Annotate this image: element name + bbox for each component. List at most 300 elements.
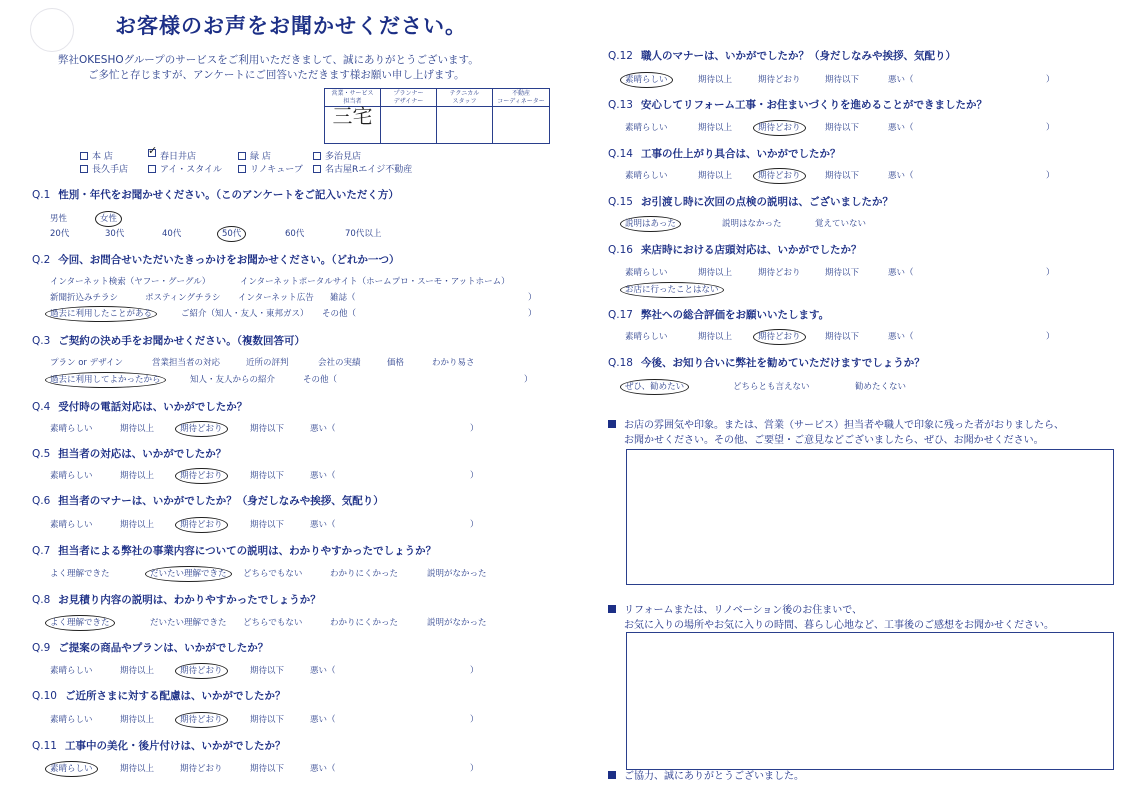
question-6-option[interactable] xyxy=(470,518,479,530)
question-4-option[interactable] xyxy=(120,422,154,434)
question-10-option[interactable] xyxy=(470,713,479,725)
question-1-option[interactable] xyxy=(285,227,304,239)
option-label: 説明がなかった xyxy=(427,618,487,628)
question-number: Q.9 xyxy=(32,642,51,654)
question-number: Q.15 xyxy=(608,196,633,208)
comment-1-box[interactable] xyxy=(626,449,1114,585)
corner-stamp xyxy=(30,8,74,52)
question-2-option[interactable] xyxy=(181,307,309,319)
question-number: Q.4 xyxy=(32,401,51,413)
shop-checkbox-row1-1[interactable] xyxy=(148,149,196,162)
question-12-option[interactable] xyxy=(625,73,668,85)
intro-line-1: 弊社OKESHOグループのサービスをご利用いただきまして、誠にありがとうございます。 xyxy=(58,54,479,66)
question-14-title xyxy=(608,146,840,161)
checkbox-icon[interactable] xyxy=(238,165,246,173)
question-11-option[interactable] xyxy=(310,762,336,774)
question-text: 担当者による弊社の事業内容についての説明は、わかりやすかったでしょうか？ xyxy=(58,545,437,557)
question-12-option[interactable] xyxy=(758,73,801,85)
question-10-option[interactable] xyxy=(120,713,154,725)
option-label: 期待どおり xyxy=(758,268,801,278)
shop-label: 春日井店 xyxy=(160,152,197,162)
staff-value-planner[interactable] xyxy=(381,107,437,143)
question-5-option[interactable] xyxy=(470,469,479,481)
selected-option-circle: 説明はあった xyxy=(620,216,681,232)
question-4-title xyxy=(32,399,247,414)
question-14-option[interactable] xyxy=(1046,169,1055,181)
option-label: 期待以下 xyxy=(825,75,860,85)
question-7-option[interactable] xyxy=(243,567,302,579)
selected-option-circle: 素晴らしい xyxy=(45,761,98,777)
question-4-option[interactable] xyxy=(470,422,479,434)
question-text: ご契約の決め手をお聞かせください。（複数回答可） xyxy=(58,335,306,347)
option-label: 素晴らしい xyxy=(50,471,93,481)
question-6-title xyxy=(32,493,384,508)
option-label: インターネット広告 xyxy=(238,293,314,303)
question-17-option[interactable] xyxy=(888,330,914,342)
selected-option-circle: 期待どおり xyxy=(753,120,806,136)
option-label: 期待以下 xyxy=(250,520,285,530)
question-6-option[interactable] xyxy=(180,518,223,530)
option-label: 悪い（ xyxy=(888,268,914,278)
question-text: ご提案の商品やプランは、いかがでしたか？ xyxy=(58,642,269,654)
staff-header-technical: テクニカル スタッフ xyxy=(437,89,493,107)
staff-table xyxy=(324,88,550,144)
question-5-option[interactable] xyxy=(250,469,284,481)
checkbox-icon[interactable] xyxy=(80,165,88,173)
option-label: 期待以上 xyxy=(698,268,733,278)
selected-option-circle: 期待どおり xyxy=(175,468,228,484)
option-label: 期待以上 xyxy=(120,471,155,481)
selected-option-circle: お店に行ったことはない xyxy=(620,282,724,298)
closing-message: ご協力、誠にありがとうございました。 xyxy=(608,769,804,784)
question-12-option[interactable] xyxy=(825,73,859,85)
selected-option-circle: よく理解できた xyxy=(45,615,115,631)
question-17-title xyxy=(608,307,829,322)
question-4-option[interactable] xyxy=(50,422,93,434)
option-label: 新聞折込みチラシ xyxy=(50,293,119,303)
selected-option-circle: 期待どおり xyxy=(175,517,228,533)
selected-option-circle: 期待どおり xyxy=(175,712,228,728)
option-label: 悪い（ xyxy=(310,424,336,434)
option-label: 覚えていない xyxy=(815,219,867,229)
option-label: プラン or デザイン xyxy=(50,358,124,368)
selected-option-circle: 素晴らしい xyxy=(620,72,673,88)
question-text: 今回、お問合せいただいたきっかけをお聞かせください。（どれか一つ） xyxy=(58,254,400,266)
option-label: 60代 xyxy=(285,229,305,239)
question-11-option[interactable] xyxy=(50,762,93,774)
option-label: 説明がなかった xyxy=(427,569,487,579)
question-6-option[interactable] xyxy=(50,518,93,530)
question-text: 担当者のマナーは、いかがでしたか？（身だしなみや挨拶、気配り） xyxy=(58,495,384,507)
comment-2-label: リフォームまたは、リノベーション後のお住まいで、 お気に入りの場所やお気に入りの時間、暮らし心地など、工事後のご感想をお聞かせください。 xyxy=(608,603,1054,633)
question-8-option[interactable] xyxy=(50,616,110,628)
question-number: Q.11 xyxy=(32,740,57,752)
question-13-option[interactable] xyxy=(825,121,859,133)
question-5-option[interactable] xyxy=(310,469,336,481)
question-11-option[interactable] xyxy=(120,762,154,774)
option-label: わかり易さ xyxy=(432,358,475,368)
option-label: 悪い（ xyxy=(310,471,336,481)
option-label: 悪い（ xyxy=(888,171,914,181)
selected-option-circle: 期待どおり xyxy=(753,168,806,184)
question-10-option[interactable] xyxy=(50,713,93,725)
option-label: 期待以上 xyxy=(120,424,155,434)
question-7-option[interactable] xyxy=(427,567,487,579)
question-1-option[interactable] xyxy=(50,212,67,224)
option-label: 期待以下 xyxy=(825,332,860,342)
staff-value-realestate[interactable] xyxy=(493,107,549,143)
question-3-option[interactable] xyxy=(190,373,275,385)
question-9-option[interactable] xyxy=(470,664,479,676)
option-label: 素晴らしい xyxy=(50,666,93,676)
question-4-option[interactable] xyxy=(310,422,336,434)
selected-option-circle: ぜひ、勧めたい xyxy=(620,379,689,395)
question-text: 担当者の対応は、いかがでしたか？ xyxy=(58,448,227,460)
question-text: 工事の仕上がり具合は、いかがでしたか？ xyxy=(640,148,841,160)
question-number: Q.17 xyxy=(608,309,633,321)
question-8-option[interactable] xyxy=(330,616,398,628)
shop-label: リノキューブ xyxy=(250,165,303,175)
option-label: ） xyxy=(528,293,537,303)
option-label: 70代以上 xyxy=(345,229,382,239)
question-14-option[interactable] xyxy=(825,169,859,181)
question-number: Q.13 xyxy=(608,99,633,111)
question-text: 職人のマナーは、いかがでしたか？（身だしなみや挨拶、気配り） xyxy=(640,50,956,62)
shop-checkbox-row1-3[interactable] xyxy=(313,149,361,162)
question-16-option[interactable] xyxy=(625,266,668,278)
question-2-option[interactable] xyxy=(330,291,356,303)
question-3-option[interactable] xyxy=(50,356,123,368)
option-label: ） xyxy=(470,424,479,434)
option-label: インターネットポータルサイト（ホームプロ・スーモ・アットホーム） xyxy=(240,277,510,287)
option-label: 男性 xyxy=(50,214,68,224)
question-number: Q.8 xyxy=(32,594,51,606)
question-16-option[interactable] xyxy=(625,283,719,295)
shop-checkbox-row2-2[interactable] xyxy=(238,162,303,175)
option-label: わかりにくかった xyxy=(330,569,399,579)
checkbox-icon[interactable] xyxy=(148,149,156,157)
shop-label: 多治見店 xyxy=(325,152,362,162)
option-label: ） xyxy=(470,764,479,774)
question-1-option[interactable] xyxy=(162,227,181,239)
question-14-option[interactable] xyxy=(625,169,668,181)
shop-checkbox-row2-3[interactable] xyxy=(313,162,412,175)
question-5-title xyxy=(32,446,226,461)
option-label: 期待以上 xyxy=(698,332,733,342)
question-3-option[interactable] xyxy=(432,356,475,368)
question-5-option[interactable] xyxy=(120,469,154,481)
shop-checkbox-row2-1[interactable] xyxy=(148,162,222,175)
option-label: ） xyxy=(470,520,479,530)
question-14-option[interactable] xyxy=(758,169,801,181)
question-number: Q.18 xyxy=(608,357,633,369)
option-label: 30代 xyxy=(105,229,125,239)
question-10-title xyxy=(32,688,285,703)
option-label: 40代 xyxy=(162,229,182,239)
selected-option-circle: 期待どおり xyxy=(753,329,806,345)
question-15-option[interactable] xyxy=(815,217,866,229)
question-3-option[interactable] xyxy=(524,373,533,385)
question-2-option[interactable] xyxy=(240,275,510,287)
question-text: 性別・年代をお聞かせください。（このアンケートをご記入いただく方） xyxy=(58,189,399,201)
question-11-option[interactable] xyxy=(250,762,284,774)
question-11-option[interactable] xyxy=(470,762,479,774)
option-label: どちらでもない xyxy=(243,569,303,579)
question-10-option[interactable] xyxy=(310,713,336,725)
question-7-option[interactable] xyxy=(330,567,398,579)
question-16-title xyxy=(608,242,861,257)
selected-option-circle: だいたい理解できた xyxy=(145,566,232,582)
option-label: 期待以上 xyxy=(120,715,155,725)
option-label: 素晴らしい xyxy=(50,424,93,434)
shop-checkbox-row1-0[interactable] xyxy=(80,149,113,162)
checkbox-icon[interactable] xyxy=(238,152,246,160)
question-3-option[interactable] xyxy=(387,356,404,368)
option-label: ） xyxy=(528,309,537,319)
question-4-option[interactable] xyxy=(250,422,284,434)
question-18-option[interactable] xyxy=(625,380,684,392)
question-7-option[interactable] xyxy=(50,567,110,579)
option-label: 悪い（ xyxy=(888,75,914,85)
question-13-option[interactable] xyxy=(888,121,914,133)
question-6-option[interactable] xyxy=(310,518,336,530)
question-9-title xyxy=(32,640,268,655)
option-label: 期待以下 xyxy=(250,666,285,676)
option-label: 期待どおり xyxy=(758,75,801,85)
option-label: 素晴らしい xyxy=(50,715,93,725)
question-5-option[interactable] xyxy=(50,469,93,481)
option-label: 悪い（ xyxy=(888,123,914,133)
shop-checkbox-row1-2[interactable] xyxy=(238,149,271,162)
option-label: どちらでもない xyxy=(243,618,303,628)
question-12-option[interactable] xyxy=(698,73,732,85)
option-label: ） xyxy=(470,666,479,676)
question-2-option[interactable] xyxy=(145,291,220,303)
option-label: 期待以上 xyxy=(120,666,155,676)
question-2-option[interactable] xyxy=(50,275,210,287)
question-text: 弊社への総合評価をお願いいたします。 xyxy=(640,309,830,321)
question-8-option[interactable] xyxy=(243,616,302,628)
question-16-option[interactable] xyxy=(698,266,732,278)
question-13-option[interactable] xyxy=(625,121,668,133)
staff-value-sales[interactable]: 三宅 xyxy=(325,107,381,143)
question-text: 今後、お知り合いに弊社を勧めていただけますでしょうか？ xyxy=(640,357,925,369)
question-14-option[interactable] xyxy=(698,169,732,181)
option-label: 会社の実績 xyxy=(318,358,361,368)
question-18-option[interactable] xyxy=(855,380,906,392)
option-label: 期待以上 xyxy=(698,171,733,181)
question-9-option[interactable] xyxy=(310,664,336,676)
question-16-option[interactable] xyxy=(1046,266,1055,278)
option-label: 期待以上 xyxy=(120,520,155,530)
question-number: Q.1 xyxy=(32,189,51,201)
question-3-option[interactable] xyxy=(152,356,220,368)
question-1-option[interactable] xyxy=(222,227,241,239)
selected-option-circle: 50代 xyxy=(217,226,246,242)
question-text: 受付時の電話対応は、いかがでしたか？ xyxy=(58,401,248,413)
option-label: ポスティングチラシ xyxy=(145,293,221,303)
question-7-option[interactable] xyxy=(150,567,227,579)
question-11-option[interactable] xyxy=(180,762,223,774)
question-13-option[interactable] xyxy=(698,121,732,133)
page-title: お客様のお声をお聞かせください。 xyxy=(115,14,467,38)
question-15-option[interactable] xyxy=(625,217,676,229)
square-bullet-icon xyxy=(608,420,616,428)
question-1-option[interactable] xyxy=(345,227,381,239)
selected-option-circle: 過去に利用したことがある xyxy=(45,306,157,322)
question-13-title xyxy=(608,97,987,112)
question-8-title xyxy=(32,592,321,607)
question-1-option[interactable] xyxy=(105,227,124,239)
question-text: 工事中の美化・後片付けは、いかがでしたか？ xyxy=(64,740,286,752)
option-label: 期待以下 xyxy=(250,764,285,774)
shop-label: 長久手店 xyxy=(92,165,129,175)
option-label: ） xyxy=(1046,268,1055,278)
question-number: Q.6 xyxy=(32,495,51,507)
checkbox-icon[interactable] xyxy=(148,165,156,173)
question-number: Q.5 xyxy=(32,448,51,460)
question-10-option[interactable] xyxy=(180,713,223,725)
question-number: Q.16 xyxy=(608,244,633,256)
option-label: 期待以下 xyxy=(825,171,860,181)
option-label: 悪い（ xyxy=(888,332,914,342)
intro-line-2: ご多忙と存じますが、アンケートにご回答いただきます様お願い申し上げます。 xyxy=(88,69,465,81)
question-number: Q.14 xyxy=(608,148,633,160)
option-label: ） xyxy=(470,715,479,725)
option-label: 期待以上 xyxy=(698,123,733,133)
question-3-option[interactable] xyxy=(50,373,161,385)
question-text: お引渡し時に次回の点検の説明は、ございましたか？ xyxy=(640,196,893,208)
checkbox-icon[interactable] xyxy=(313,152,321,160)
question-16-option[interactable] xyxy=(825,266,859,278)
square-bullet-icon xyxy=(608,605,616,613)
option-label: 説明はなかった xyxy=(722,219,782,229)
question-text: お見積り内容の説明は、わかりやすかったでしょうか？ xyxy=(58,594,321,606)
staff-value-technical[interactable] xyxy=(437,107,493,143)
question-17-option[interactable] xyxy=(698,330,732,342)
question-1-option[interactable] xyxy=(50,227,69,239)
option-label: 期待以下 xyxy=(825,123,860,133)
shop-label: 本 店 xyxy=(92,152,113,162)
question-13-option[interactable] xyxy=(1046,121,1055,133)
question-9-option[interactable] xyxy=(50,664,93,676)
option-label: ） xyxy=(1046,123,1055,133)
question-8-option[interactable] xyxy=(427,616,487,628)
option-label: 近所の評判 xyxy=(246,358,289,368)
selected-option-circle: 女性 xyxy=(95,211,122,227)
question-17-option[interactable] xyxy=(758,330,801,342)
shop-label: 緑 店 xyxy=(250,152,271,162)
option-label: その他（ xyxy=(322,309,357,319)
question-3-title xyxy=(32,333,305,348)
question-14-option[interactable] xyxy=(888,169,914,181)
question-2-option[interactable] xyxy=(50,307,152,319)
option-label: 20代 xyxy=(50,229,70,239)
question-17-option[interactable] xyxy=(625,330,668,342)
selected-option-circle: 過去に利用してよかったから xyxy=(45,372,166,388)
option-label: ） xyxy=(1046,332,1055,342)
question-15-option[interactable] xyxy=(722,217,782,229)
question-2-option[interactable] xyxy=(322,307,356,319)
question-12-title xyxy=(608,48,956,63)
shop-label: 名古屋Rエイジ不動産 xyxy=(325,165,413,175)
option-label: 勧めたくない xyxy=(855,382,907,392)
question-4-option[interactable] xyxy=(180,422,223,434)
question-16-option[interactable] xyxy=(888,266,914,278)
staff-header-sales: 営業・サービス 担当者 xyxy=(325,89,381,107)
question-10-option[interactable] xyxy=(250,713,284,725)
option-label: だいたい理解できた xyxy=(150,618,227,628)
option-label: 悪い（ xyxy=(310,520,336,530)
question-1-option[interactable] xyxy=(100,212,117,224)
question-12-option[interactable] xyxy=(1046,73,1055,85)
question-number: Q.7 xyxy=(32,545,51,557)
question-5-option[interactable] xyxy=(180,469,223,481)
question-3-option[interactable] xyxy=(318,356,361,368)
option-label: 悪い（ xyxy=(310,666,336,676)
question-15-title xyxy=(608,194,893,209)
question-3-option[interactable] xyxy=(246,356,289,368)
question-2-option[interactable] xyxy=(50,291,118,303)
question-13-option[interactable] xyxy=(758,121,801,133)
selected-option-circle: 期待どおり xyxy=(175,421,228,437)
question-6-option[interactable] xyxy=(120,518,154,530)
question-9-option[interactable] xyxy=(120,664,154,676)
checkbox-icon[interactable] xyxy=(313,165,321,173)
question-2-option[interactable] xyxy=(238,291,314,303)
option-label: どちらとも言えない xyxy=(733,382,810,392)
option-label: 期待以下 xyxy=(250,471,285,481)
option-label: その他（ xyxy=(303,375,338,385)
question-18-option[interactable] xyxy=(733,380,810,392)
question-11-title xyxy=(32,738,285,753)
question-3-option[interactable] xyxy=(303,373,337,385)
question-6-option[interactable] xyxy=(250,518,284,530)
question-number: Q.12 xyxy=(608,50,633,62)
checkbox-icon[interactable] xyxy=(80,152,88,160)
question-number: Q.10 xyxy=(32,690,57,702)
question-2-option[interactable] xyxy=(528,291,537,303)
comment-1-label: お店の雰囲気や印象。または、営業（サービス）担当者や職人で印象に残った者がおりましたら、 お聞かせください。その他、ご要望・ご意見などございましたら、ぜひ、お聞かせください。 xyxy=(608,418,1064,448)
square-bullet-icon xyxy=(608,771,616,779)
option-label: 期待以上 xyxy=(120,764,155,774)
comment-2-box[interactable] xyxy=(626,632,1114,770)
shop-checkbox-row2-0[interactable] xyxy=(80,162,128,175)
question-9-option[interactable] xyxy=(180,664,223,676)
question-2-option[interactable] xyxy=(528,307,537,319)
question-7-title xyxy=(32,543,436,558)
question-17-option[interactable] xyxy=(825,330,859,342)
question-text: ご近所さまに対する配慮は、いかがでしたか？ xyxy=(64,690,286,702)
question-9-option[interactable] xyxy=(250,664,284,676)
staff-header-realestate: 不動産 コーディネーター xyxy=(493,89,549,107)
question-number: Q.2 xyxy=(32,254,51,266)
question-2-title xyxy=(32,252,400,267)
option-label: 雑誌（ xyxy=(330,293,356,303)
question-17-option[interactable] xyxy=(1046,330,1055,342)
option-label: 素晴らしい xyxy=(625,123,668,133)
option-label: 期待以下 xyxy=(825,268,860,278)
question-8-option[interactable] xyxy=(150,616,227,628)
option-label: 知人・友人からの紹介 xyxy=(190,375,276,385)
option-label: ご紹介（知人・友人・東邦ガス） xyxy=(181,309,309,319)
question-text: 安心してリフォーム工事・お住まいづくりを進めることができましたか？ xyxy=(640,99,987,111)
option-label: ） xyxy=(1046,171,1055,181)
question-12-option[interactable] xyxy=(888,73,914,85)
option-label: 悪い（ xyxy=(310,715,336,725)
staff-header-planner: プランナー デザイナー xyxy=(381,89,437,107)
question-16-option[interactable] xyxy=(758,266,801,278)
